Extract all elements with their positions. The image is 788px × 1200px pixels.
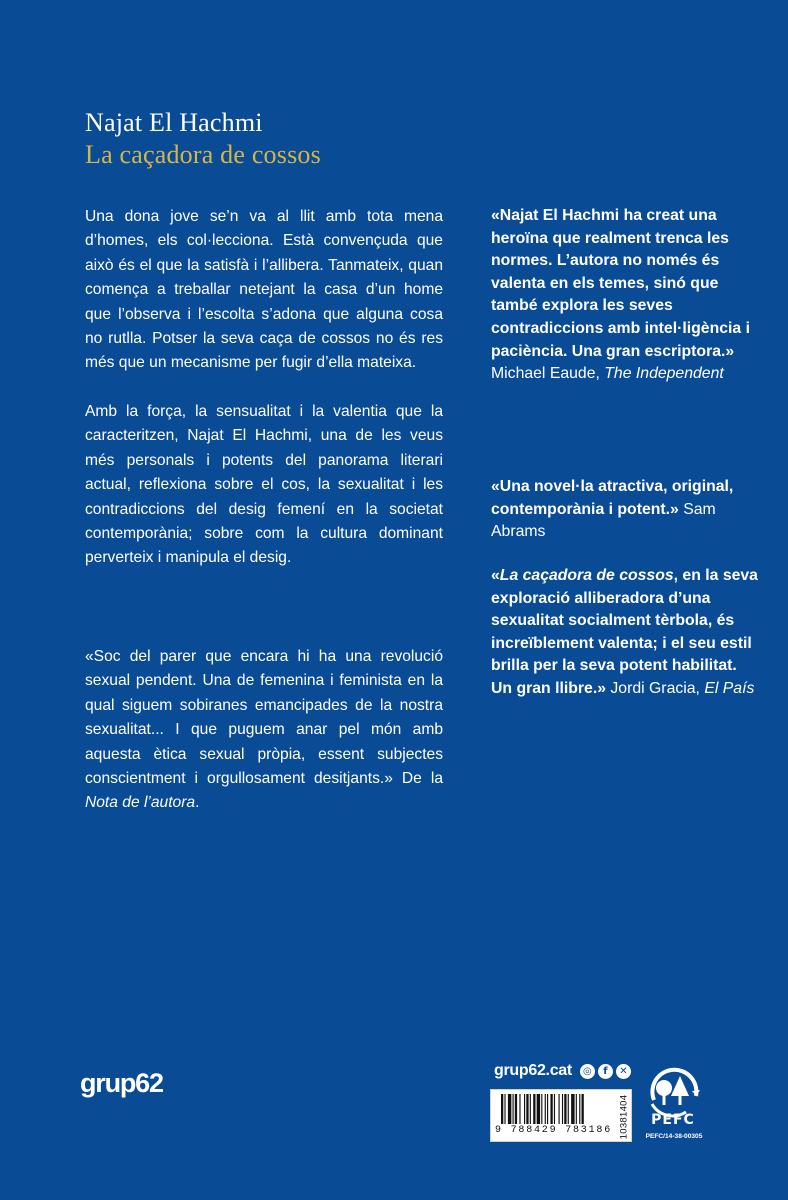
barcode-bar [526,1094,528,1124]
barcode-bar [519,1094,520,1124]
barcode-bar [550,1094,552,1124]
barcode-bar [541,1094,542,1124]
pefc-code: PEFC/14-38-00305 [645,1133,703,1140]
barcode-bar [533,1094,535,1124]
review-quote-3 [491,565,761,701]
review-quote-1-publication: The Independent [604,365,724,383]
isbn-number: 9 788429 783186 [495,1125,613,1136]
isbn-barcode [490,1089,632,1142]
barcode-bar [530,1094,531,1124]
review-quote-3-book-title: La caçadora de cossos [499,567,674,584]
review-quote-2-attribution: Sam Abrams [491,500,716,541]
website-row [494,1060,631,1082]
author-note-source-suffix: . [195,794,200,812]
barcode-bar [513,1094,514,1124]
review-quote-3-publication: El País [704,679,755,697]
review-quote-2-paragraph [491,476,761,544]
barcode-bar [559,1094,560,1124]
internal-code-wrap [618,1094,630,1140]
review-quote-1-text: «Najat El Hachmi ha creat una heroïna que realment trenca les normes. L’autora no només és valenta en els temes, sinó que també explora les seves contradiccions amb intel·ligència i paciència. Una gran escriptora.» [491,207,750,360]
review-quote-1 [491,205,761,386]
barcode-bars [491,1090,615,1128]
publisher-logo: grup62 [80,1068,163,1098]
barcode-bar [571,1094,574,1124]
barcode-bar [568,1094,569,1124]
review-quote-3-text: , en la seva exploració alliberadora d’una sexualitat socialment tèrbola, és increïblement valenta; i el seu estil brilla per la seva potent habilitat. Un gran llibre.» [491,567,758,697]
barcode-bar [545,1094,546,1124]
barcode-bar [582,1094,584,1124]
review-quote-3-paragraph [491,565,761,701]
book-title: La caçadora de cossos [85,140,321,169]
synopsis-text-2: Amb la força, la sensualitat i la valentia que la caracteritzen, Najat El Hachmi, una de les veus més personals i potents del panorama literari actual, reflexiona sobre el cos, la sexualitat i les contradiccions del desig femení en la societat contemporània; sobre com la cultura dominant perverteix i manipula el desig. [85,403,443,567]
barcode-bar [524,1094,525,1124]
barcode-bar [564,1094,566,1124]
author-note-paragraph [85,645,443,816]
synopsis-paragraph-2 [85,400,443,571]
review-quote-1-attribution: Michael Eaude, [491,365,605,383]
facebook-icon[interactable]: f [598,1064,613,1079]
author-name: Najat El Hachmi [85,108,263,137]
x-icon[interactable]: ✕ [616,1064,631,1079]
barcode-bar [537,1094,540,1124]
barcode-bar [515,1094,517,1124]
author-note-quote [85,645,443,816]
author-note-text: «Soc del parer que encara hi ha una revolució sexual pendent. Una de femenina i feminista en la qual siguem sobiranes emancipades de la nostra sexualitat... I que puguem anar pel món amb aquesta ètica sexual pròpia, essent subjectes conscientment i orgullosament desitjants.» [85,648,443,788]
barcode-bar [547,1094,548,1124]
review-quote-3-open: « [491,567,500,584]
review-quote-1-paragraph [491,205,761,386]
author-note-source-prefix: De la [392,770,443,788]
synopsis-paragraph-1 [85,205,443,376]
barcode-bar [579,1094,580,1124]
barcode-bar [562,1094,563,1124]
review-quote-2 [491,476,761,544]
barcode-bar [508,1094,511,1124]
barcode-bar [504,1094,505,1124]
instagram-icon[interactable]: ◎ [580,1064,595,1079]
barcode-bar [554,1094,555,1124]
synopsis-text-1: Una dona jove se’n va al llit amb tota mena d’homes, els col·lecciona. Està convençuda que això és el que la satisfà i l’allibera. Tanmateix, quan comença a treballar netejant la casa d’un home que l’observa i l’escolta s’adona que alguna cosa no rutlla. Potser la seva caça de cossos no és res més que un mecanisme per fugir d’ella mateixa. [85,208,443,372]
barcode-bar [576,1094,577,1124]
review-quote-3-attribution: Jordi Gracia, [606,679,705,697]
author-note-source-title: Nota de l’autora [85,794,196,812]
internal-code: 10381404 [618,1094,630,1140]
review-quote-2-text: «Una novel·la atractiva, original, contemporània i potent.» [491,478,734,518]
pefc-label: PEFC [651,1112,695,1128]
barcode-bar [501,1094,503,1124]
website-link[interactable]: grup62.cat [494,1062,572,1079]
